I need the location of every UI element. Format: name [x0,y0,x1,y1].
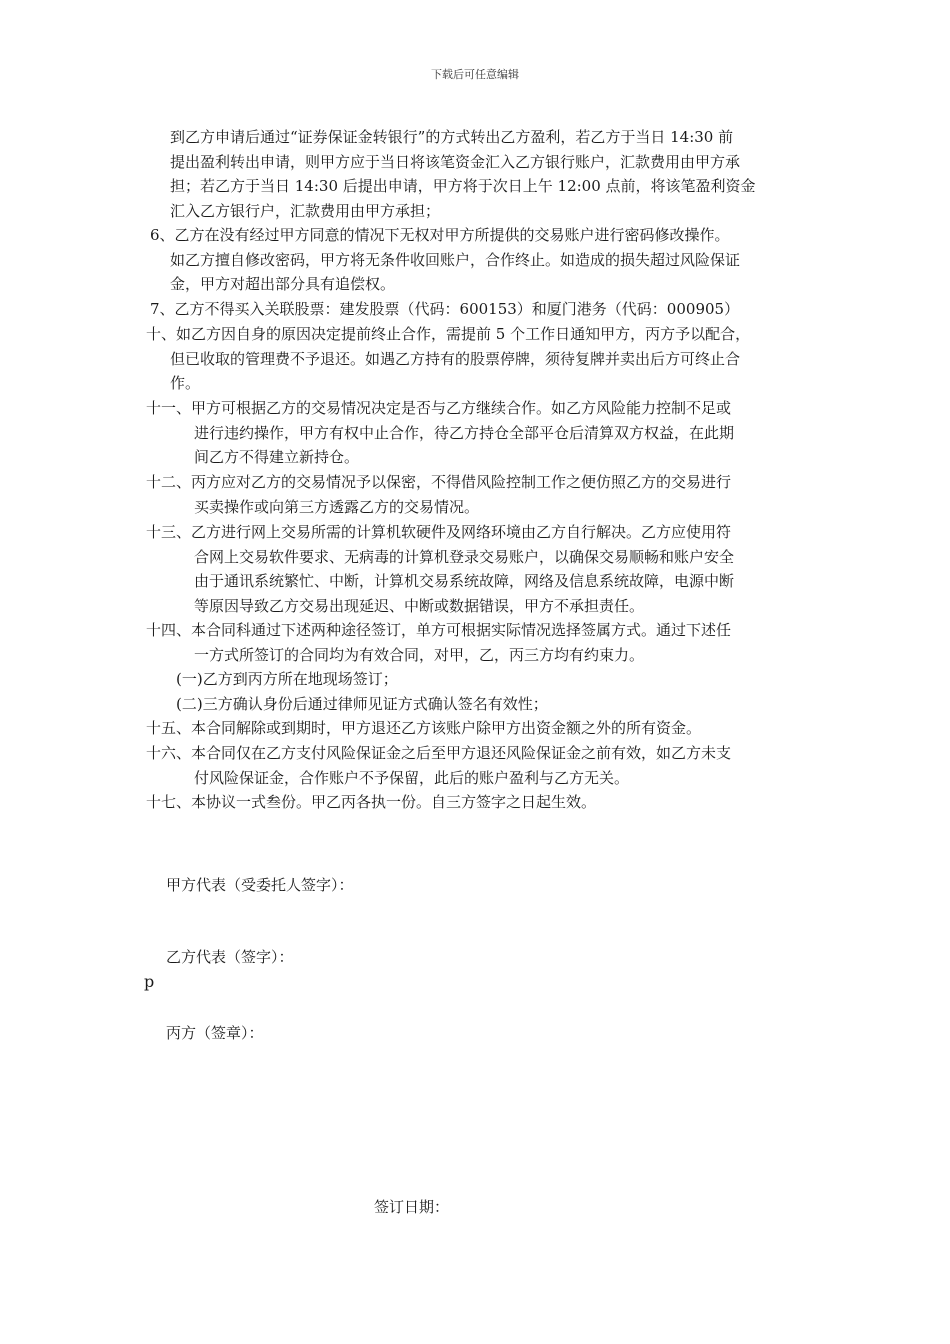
clause-14-option-b [176,692,548,717]
clause-12 [146,470,731,519]
text-line: 作。 [170,374,201,392]
paragraph-item-7 [150,297,739,322]
text-line: 进行违约操作，甲方有权中止合作，待乙方持仓全部平仓后清算双方权益，在此期 [194,423,735,442]
clause-13 [146,520,734,618]
text-line: 提出盈利转出申请，则甲方应于当日将该笔资金汇入乙方银行账户，汇款费用由甲方承 [170,152,741,171]
text-line: 金，甲方对超出部分具有追偿权。 [170,275,396,293]
text-line: 6、乙方在没有经过甲方同意的情况下无权对甲方所提供的交易账户进行密码修改操作。 [150,226,730,244]
text-line: 十、如乙方因自身的原因决定提前终止合作，需提前 5 个工作日通知甲方，丙方予以配合， [146,325,751,343]
text-line: 间乙方不得建立新持仓。 [194,448,360,466]
clause-14-option-a [176,667,398,692]
text-line: 十五、本合同解除或到期时，甲方退还乙方该账户除甲方出资金额之外的所有资金。 [146,719,702,737]
text-line: 担；若乙方于当日 14:30 后提出申请，甲方将于次日上午 12:00 点前，将该笔盈利资金 [170,177,756,195]
party-c-seal-label: 丙方（签章）： [166,1024,264,1042]
paragraph-item-6 [150,223,740,297]
text-line: 合网上交易软件要求、无病毒的计算机登录交易账户，以确保交易顺畅和账户安全 [194,547,735,566]
text-line: 买卖操作或向第三方透露乙方的交易情况。 [194,497,480,516]
clause-16 [146,741,731,790]
text-line: 但已收取的管理费不予退还。如遇乙方持有的股票停牌，须待复牌并卖出后方可终止合 [170,349,741,368]
clause-15 [146,716,701,741]
stray-character: p [144,972,155,991]
text-line: 十七、本协议一式叁份。甲乙丙各执一份。自三方签字之日起生效。 [146,793,597,811]
text-line: 十一、甲方可根据乙方的交易情况决定是否与乙方继续合作。如乙方风险能力控制不足或 [146,399,732,417]
clause-17 [146,790,596,815]
text-line: 汇入乙方银行户，汇款费用由甲方承担； [170,201,441,220]
party-a-signature-label: 甲方代表（受委托人签字）： [166,876,354,894]
paragraph-item-5-continuation [170,125,756,223]
text-line: (二)三方确认身份后通过律师见证方式确认签名有效性； [176,695,548,713]
text-line: 十六、本合同仅在乙方支付风险保证金之后至甲方退还风险保证金之前有效，如乙方未支 [146,744,732,762]
signing-date-label: 签订日期： [374,1198,450,1216]
text-line: 等原因导致乙方交易出现延迟、中断或数据错误，甲方不承担责任。 [194,596,645,615]
text-line: 7、乙方不得买入关联股票：建发股票（代码：600153）和厦门港务（代码：000905） [150,300,740,318]
text-line: 由于通讯系统繁忙、中断，计算机交易系统故障，网络及信息系统故障，电源中断 [194,572,735,590]
text-line: 十三、乙方进行网上交易所需的计算机软硬件及网络环境由乙方自行解决。乙方应使用符 [146,523,732,541]
text-line: 十二、丙方应对乙方的交易情况予以保密，不得借风险控制工作之便仿照乙方的交易进行 [146,473,732,491]
clause-10 [146,322,750,396]
text-line: 如乙方擅自修改密码，甲方将无条件收回账户，合作终止。如造成的损失超过风险保证 [170,250,741,269]
text-line: 付风险保证金，合作账户不予保留，此后的账户盈利与乙方无关。 [194,768,630,787]
text-line: 一方式所签订的合同均为有效合同，对甲，乙，丙三方均有约束力。 [194,645,645,664]
text-line: 十四、本合同科通过下述两种途径签订，单方可根据实际情况选择签属方式。通过下述任 [146,621,732,639]
page-header: 下载后可任意编辑 [431,68,519,81]
clause-14 [146,618,731,667]
party-b-signature-label: 乙方代表（签字）： [166,948,294,966]
clause-11 [146,396,734,470]
text-line: (一)乙方到丙方所在地现场签订； [176,670,398,688]
text-line: 到乙方申请后通过“证券保证金转银行”的方式转出乙方盈利，若乙方于当日 14:30 前 [170,128,734,146]
